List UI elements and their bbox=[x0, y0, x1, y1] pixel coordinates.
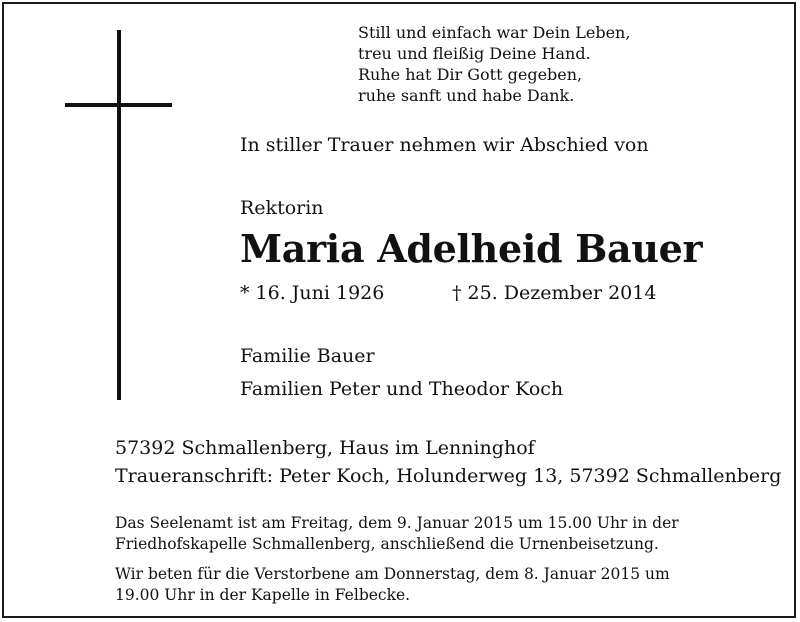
poem: Still und einfach war Dein Leben, treu und fleißig Deine Hand. Ruhe hat Dir Gott gegeben, ruhe sanft und habe Dank. bbox=[358, 23, 631, 105]
death-date: † 25. Dezember 2014 bbox=[452, 282, 657, 304]
family-line: Familie Bauer bbox=[240, 345, 375, 367]
prayer-note: Wir beten für die Verstorbene am Donnerstag, dem 8. Januar 2015 um 19.00 Uhr in der Kapelle in Felbecke. bbox=[115, 565, 670, 604]
life-dates bbox=[240, 282, 657, 304]
cross-vertical-bar bbox=[117, 30, 121, 400]
deceased-name: Maria Adelheid Bauer bbox=[240, 226, 703, 271]
mourning-address: Traueranschrift: Peter Koch, Holunderweg 13, 57392 Schmallenberg bbox=[115, 465, 782, 487]
family-line: Familien Peter und Theodor Koch bbox=[240, 378, 564, 400]
intro-line: In stiller Trauer nehmen wir Abschied von bbox=[240, 134, 649, 156]
cross-horizontal-bar bbox=[65, 103, 172, 107]
deceased-title: Rektorin bbox=[240, 197, 324, 219]
service-note: Das Seelenamt ist am Freitag, dem 9. Januar 2015 um 15.00 Uhr in der Friedhofskapelle Schmallenberg, anschließend die Urnenbeisetzung. bbox=[115, 514, 679, 553]
birth-date: * 16. Juni 1926 bbox=[240, 282, 385, 304]
address-line: 57392 Schmallenberg, Haus im Lenninghof bbox=[115, 437, 535, 459]
